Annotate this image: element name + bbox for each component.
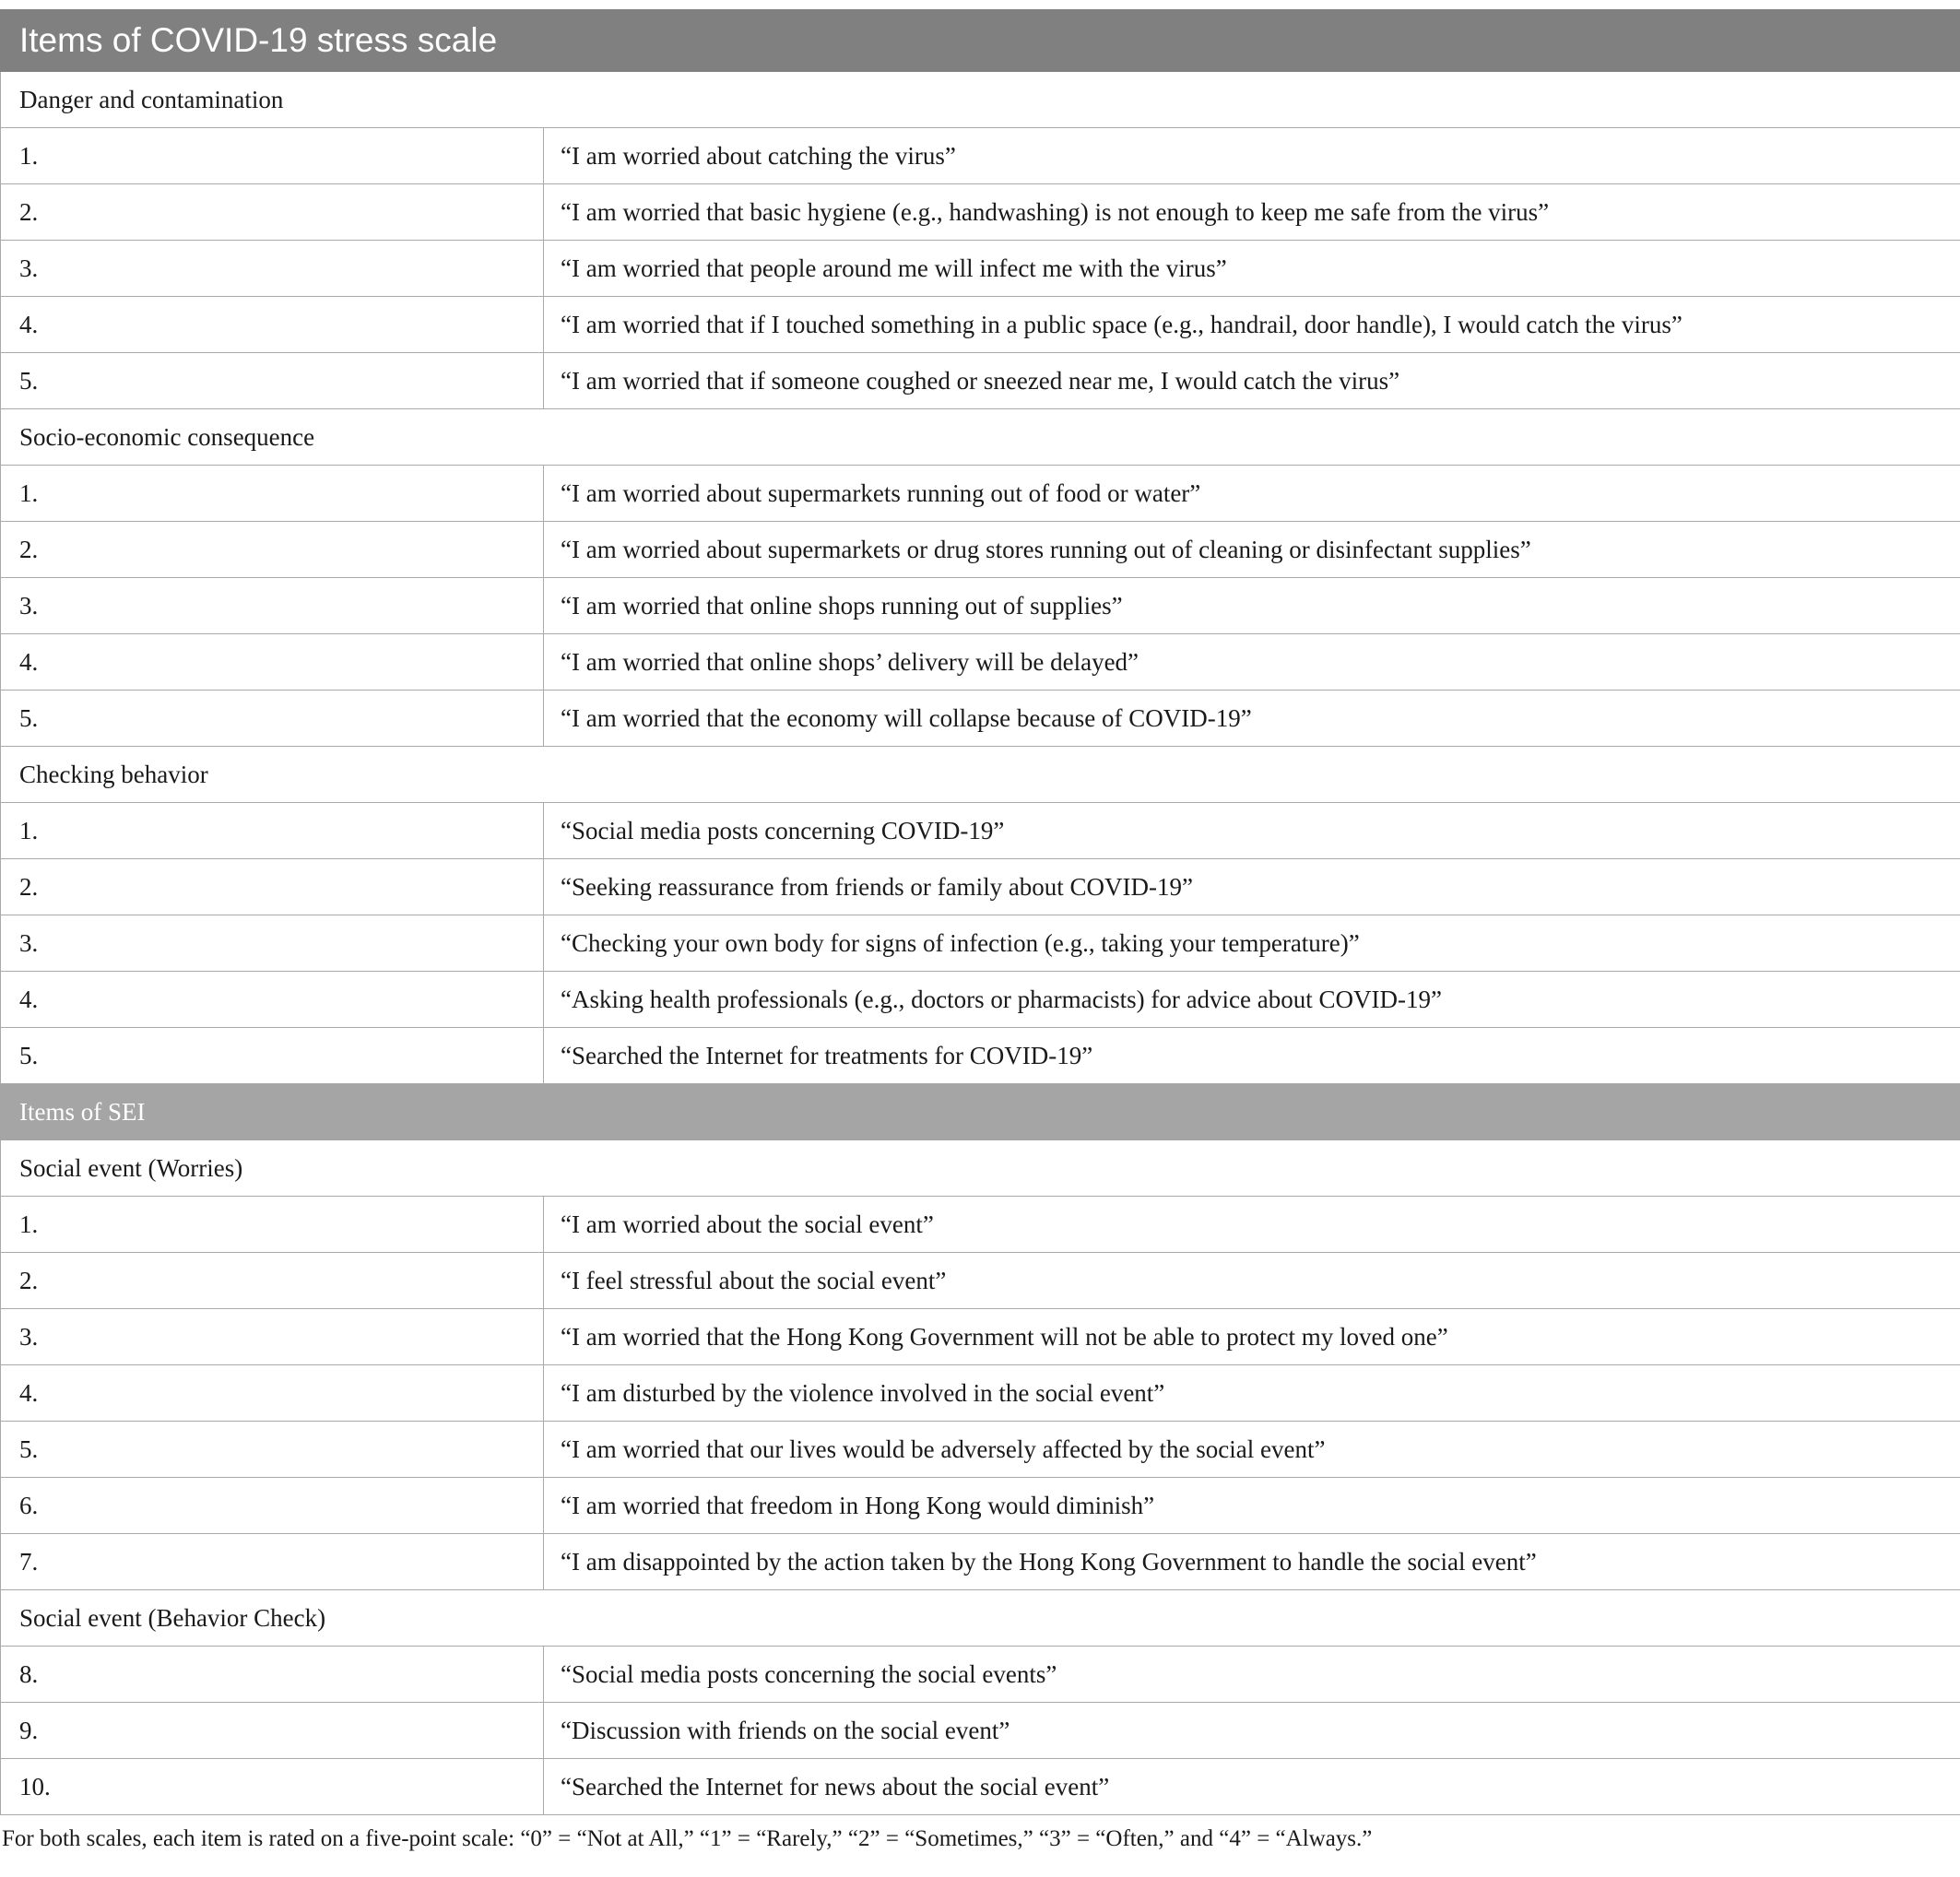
table-row [1,859,1960,915]
item-number: 4. [1,634,544,691]
item-text: “I am worried about supermarkets running out of food or water” [544,466,1960,522]
item-text: “I am worried about catching the virus” [544,128,1960,184]
item-text: “I am worried that online shops running out of supplies” [544,578,1960,634]
subsection-label: Social event (Behavior Check) [1,1590,1960,1647]
table-row [1,1309,1960,1365]
item-number: 2. [1,184,544,241]
item-text: “Seeking reassurance from friends or family about COVID-19” [544,859,1960,915]
item-text: “Searched the Internet for treatments for COVID-19” [544,1028,1960,1084]
item-text: “Asking health professionals (e.g., doctors or pharmacists) for advice about COVID-19” [544,972,1960,1028]
table-row [1,915,1960,972]
table-row [1,803,1960,859]
item-text: “I am worried that people around me will infect me with the virus” [544,241,1960,297]
subsection-row [1,409,1960,466]
subsection-label: Social event (Worries) [1,1140,1960,1197]
scale-items-table [0,9,1960,1815]
table-row [1,634,1960,691]
item-number: 4. [1,1365,544,1422]
table-row [1,1703,1960,1759]
item-number: 2. [1,1253,544,1309]
item-text: “Discussion with friends on the social event” [544,1703,1960,1759]
item-number: 8. [1,1647,544,1703]
table-row [1,1759,1960,1815]
table-row [1,578,1960,634]
item-text: “I am worried that if someone coughed or sneezed near me, I would catch the virus” [544,353,1960,409]
item-text: “I feel stressful about the social event” [544,1253,1960,1309]
subsection-row [1,1140,1960,1197]
item-number: 1. [1,466,544,522]
item-number: 5. [1,1028,544,1084]
subsection-label: Checking behavior [1,747,1960,803]
item-number: 1. [1,128,544,184]
table-container [0,9,1960,1852]
item-text: “I am worried that online shops’ delivery will be delayed” [544,634,1960,691]
table-footnote: For both scales, each item is rated on a five-point scale: “0” = “Not at All,” “1” = “Rarely,” “2” = “Sometimes,” “3” = “Often,” and “4” = “Always.” [2,1826,1373,1851]
item-number: 2. [1,859,544,915]
table-row [1,241,1960,297]
table-row [1,297,1960,353]
item-number: 9. [1,1703,544,1759]
item-text: “Searched the Internet for news about the social event” [544,1759,1960,1815]
subsection-label: Danger and contamination [1,72,1960,128]
table-row [1,1534,1960,1590]
table-row [1,1478,1960,1534]
section-header: Items of COVID-19 stress scale [1,10,1960,72]
item-number: 4. [1,972,544,1028]
subsection-row [1,1590,1960,1647]
table-row [1,691,1960,747]
table-row [1,1422,1960,1478]
item-text: “I am worried that basic hygiene (e.g., handwashing) is not enough to keep me safe from the virus” [544,184,1960,241]
item-number: 1. [1,1197,544,1253]
item-number: 2. [1,522,544,578]
subsection-row [1,72,1960,128]
table-body [1,10,1960,1815]
table-row [1,353,1960,409]
item-text: “I am worried about supermarkets or drug stores running out of cleaning or disinfectant supplies” [544,522,1960,578]
item-number: 4. [1,297,544,353]
item-number: 5. [1,691,544,747]
table-row [1,1197,1960,1253]
item-text: “I am disturbed by the violence involved in the social event” [544,1365,1960,1422]
table-row [1,1647,1960,1703]
subsection-row [1,747,1960,803]
table-row [1,1028,1960,1084]
subsection-label: Socio-economic consequence [1,409,1960,466]
table-row [1,184,1960,241]
section-header-row [1,10,1960,72]
item-text: “I am worried that if I touched something in a public space (e.g., handrail, door handle), I would catch the virus” [544,297,1960,353]
table-row [1,466,1960,522]
item-text: “Social media posts concerning the social events” [544,1647,1960,1703]
item-text: “I am worried about the social event” [544,1197,1960,1253]
item-text: “I am worried that our lives would be adversely affected by the social event” [544,1422,1960,1478]
table-row [1,128,1960,184]
item-text: “I am worried that the Hong Kong Government will not be able to protect my loved one” [544,1309,1960,1365]
item-text: “I am disappointed by the action taken by the Hong Kong Government to handle the social event” [544,1534,1960,1590]
item-text: “Checking your own body for signs of infection (e.g., taking your temperature)” [544,915,1960,972]
table-row [1,522,1960,578]
item-text: “I am worried that the economy will collapse because of COVID-19” [544,691,1960,747]
item-number: 1. [1,803,544,859]
item-number: 5. [1,353,544,409]
item-number: 3. [1,578,544,634]
table-row [1,1253,1960,1309]
table-row [1,972,1960,1028]
item-number: 3. [1,241,544,297]
item-number: 7. [1,1534,544,1590]
item-text: “I am worried that freedom in Hong Kong would diminish” [544,1478,1960,1534]
item-number: 6. [1,1478,544,1534]
item-number: 5. [1,1422,544,1478]
item-number: 3. [1,915,544,972]
table-row [1,1365,1960,1422]
section-header-row [1,1084,1960,1140]
section-header: Items of SEI [1,1084,1960,1140]
item-number: 10. [1,1759,544,1815]
item-text: “Social media posts concerning COVID-19” [544,803,1960,859]
item-number: 3. [1,1309,544,1365]
